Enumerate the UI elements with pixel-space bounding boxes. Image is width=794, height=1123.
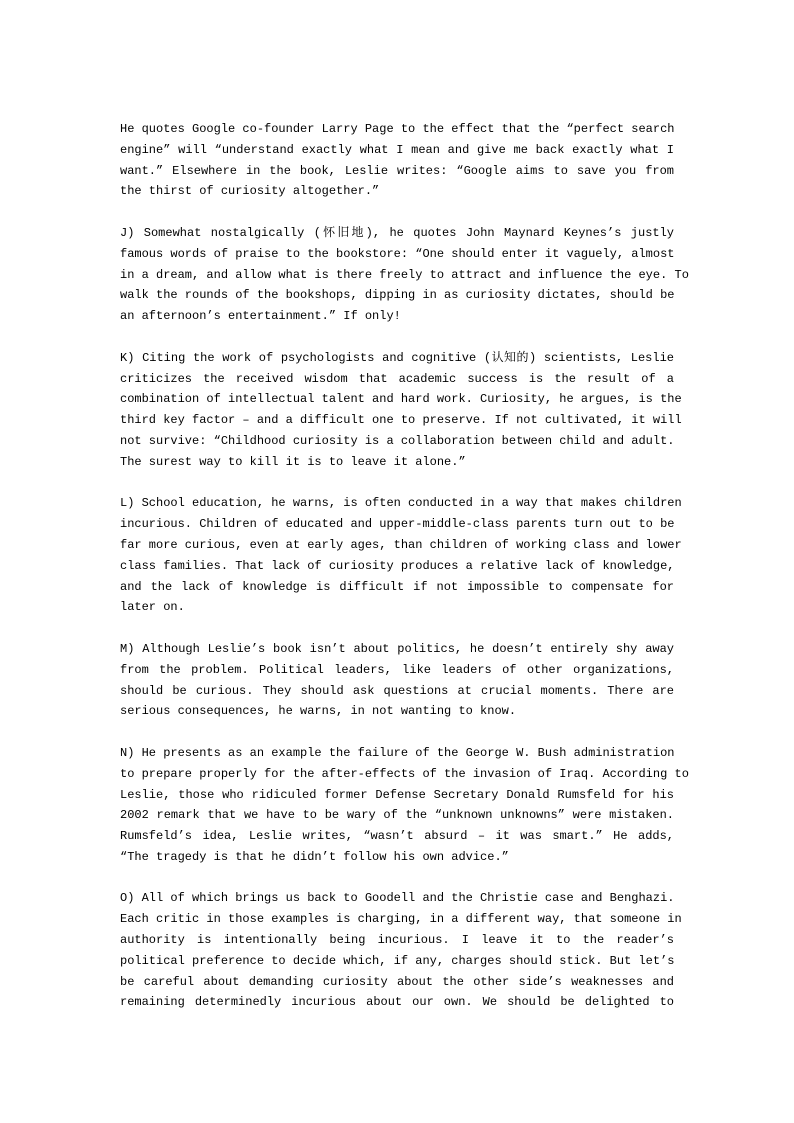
text-line: engine” will “understand exactly what I mean and give me back exactly what I	[120, 142, 674, 157]
text-line: J) Somewhat nostalgically (怀旧地), he quotes John Maynard Keynes’s justly	[120, 225, 674, 240]
text-line: third key factor – and a difficult one to preserve. If not cultivated, it will	[120, 413, 682, 428]
text-line: walk the rounds of the bookshops, dipping in as curiosity dictates, should be	[120, 288, 675, 303]
text-line: want.” Elsewhere in the book, Leslie writes: “Google aims to save you from	[120, 163, 674, 178]
text-line: class families. That lack of curiosity produces a relative lack of knowledge,	[120, 558, 675, 573]
text-line: K) Citing the work of psychologists and cognitive (认知的) scientists, Leslie	[120, 350, 674, 365]
paragraph	[120, 348, 682, 473]
text-line: Rumsfeld’s idea, Leslie writes, “wasn’t absurd – it was smart.” He adds,	[120, 829, 674, 844]
paragraph	[120, 888, 682, 1013]
text-line: later on.	[120, 600, 185, 615]
text-line: be careful about demanding curiosity about the other side’s weaknesses and	[120, 974, 674, 989]
text-line: “The tragedy is that he didn’t follow his own advice.”	[120, 849, 509, 864]
text-line: and the lack of knowledge is difficult if not impossible to compensate for	[120, 579, 674, 594]
text-line: far more curious, even at early ages, than children of working class and lower	[120, 537, 682, 552]
document-page	[120, 119, 689, 1034]
text-line: authority is intentionally being incurious. I leave it to the reader’s	[120, 933, 674, 948]
text-line: L) School education, he warns, is often conducted in a way that makes children	[120, 496, 682, 511]
text-line: from the problem. Political leaders, like leaders of other organizations,	[120, 662, 674, 677]
text-line: should be curious. They should ask questions at crucial moments. There are	[120, 683, 674, 698]
text-line: N) He presents as an example the failure of the George W. Bush administration	[120, 745, 675, 760]
text-line: He quotes Google co-founder Larry Page to the effect that the “perfect search	[120, 122, 675, 136]
text-line: 2002 remark that we have to be wary of the “unknown unknowns” were mistaken.	[120, 808, 674, 823]
paragraph	[120, 639, 674, 722]
text-line: criticizes the received wisdom that academic success is the result of a	[120, 371, 674, 386]
text-line: in a dream, and allow what is there freely to attract and influence the eye. To	[120, 267, 689, 282]
text-line: combination of intellectual talent and hard work. Curiosity, he argues, is the	[120, 392, 682, 407]
text-line: to prepare properly for the after-effects of the invasion of Iraq. According to	[120, 766, 689, 781]
text-line: the thirst of curiosity altogether.”	[120, 184, 380, 199]
text-line: political preference to decide which, if any, charges should stick. But let’s	[120, 953, 675, 968]
paragraph	[120, 119, 674, 202]
text-line: O) All of which brings us back to Goodell and the Christie case and Benghazi.	[120, 891, 675, 906]
text-line: M) Although Leslie’s book isn’t about politics, he doesn’t entirely shy away	[120, 641, 674, 656]
text-line: serious consequences, he warns, in not wanting to know.	[120, 704, 517, 719]
text-line: remaining determinedly incurious about our own. We should be delighted to	[120, 995, 674, 1010]
text-line: incurious. Children of educated and upper-middle-class parents turn out to be	[120, 517, 675, 532]
paragraph	[120, 743, 689, 868]
text-line: not survive: “Childhood curiosity is a collaboration between child and adult.	[120, 433, 675, 448]
paragraph	[120, 223, 689, 327]
text-line: Leslie, those who ridiculed former Defense Secretary Donald Rumsfeld for his	[120, 787, 674, 802]
text-line: an afternoon’s entertainment.” If only!	[120, 309, 401, 324]
text-line: The surest way to kill it is to leave it alone.”	[120, 454, 466, 469]
paragraph	[120, 493, 682, 618]
text-line: famous words of praise to the bookstore: “One should enter it vaguely, almost	[120, 246, 675, 261]
text-line: Each critic in those examples is charging, in a different way, that someone in	[120, 912, 682, 927]
